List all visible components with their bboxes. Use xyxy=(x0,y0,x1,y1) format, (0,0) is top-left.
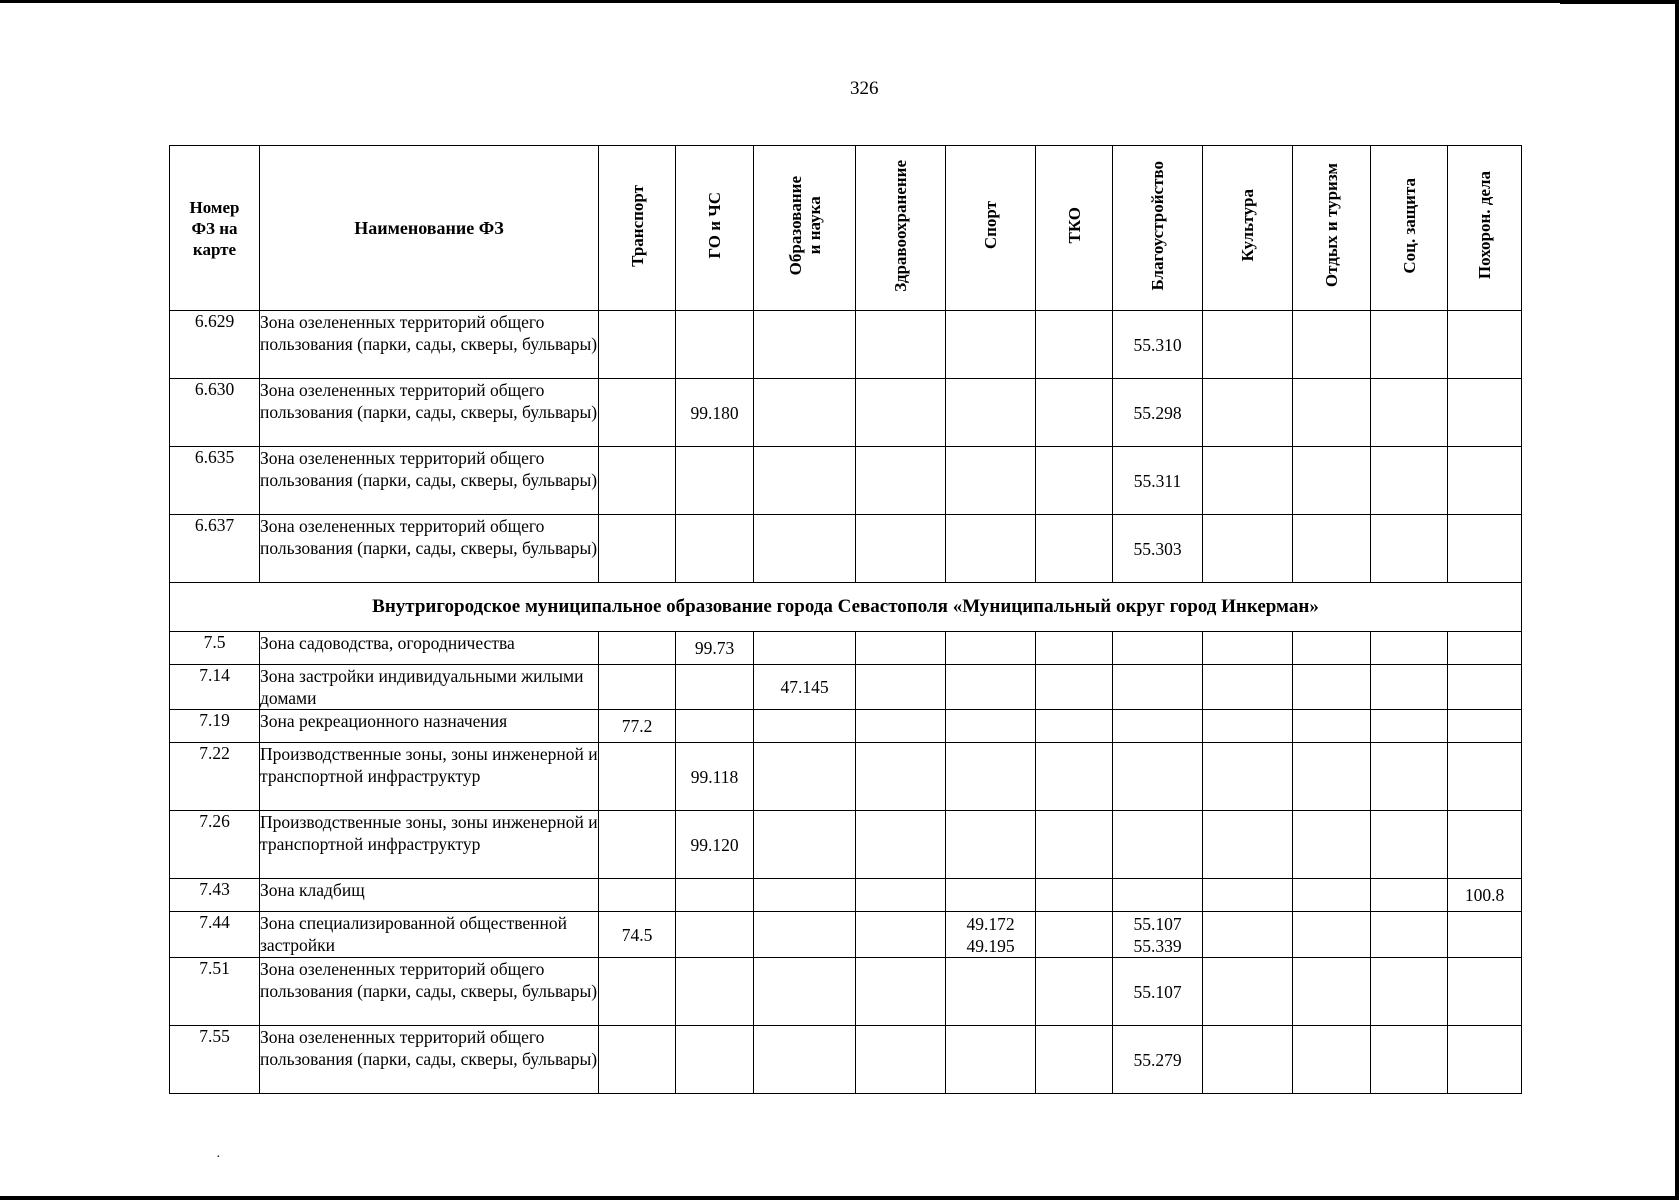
page-frame-right xyxy=(1675,0,1679,1200)
value-cell xyxy=(754,811,856,879)
value-cell xyxy=(754,379,856,447)
value-cell xyxy=(856,447,946,515)
zone-name: Зона специализированной общественной застройки xyxy=(260,912,599,958)
zone-number: 7.44 xyxy=(170,912,260,958)
value-cell: 49.172 49.195 xyxy=(946,912,1036,958)
value-cell xyxy=(946,665,1036,710)
value-cell xyxy=(1036,665,1113,710)
value-cell xyxy=(754,632,856,665)
value-cell xyxy=(1448,958,1522,1026)
zone-name: Зона озелененных территорий общего пользования (парки, сады, скверы, бульвары) xyxy=(260,515,599,583)
value-cell: 99.120 xyxy=(676,811,754,879)
value-cell xyxy=(754,515,856,583)
value-cell xyxy=(599,632,676,665)
zone-number: 7.5 xyxy=(170,632,260,665)
value-cell xyxy=(1371,311,1448,379)
header-sport: Спорт xyxy=(946,146,1036,311)
value-cell xyxy=(1036,912,1113,958)
header-waste: ТКО xyxy=(1036,146,1113,311)
zone-name: Зона озелененных территорий общего пользования (парки, сады, скверы, бульвары) xyxy=(260,311,599,379)
value-cell xyxy=(856,665,946,710)
value-cell: 55.310 xyxy=(1113,311,1203,379)
zone-number: 7.55 xyxy=(170,1026,260,1094)
value-cell xyxy=(1203,515,1293,583)
zone-number: 7.26 xyxy=(170,811,260,879)
value-cell xyxy=(946,632,1036,665)
value-cell xyxy=(946,743,1036,811)
value-cell xyxy=(1203,811,1293,879)
value-cell xyxy=(676,710,754,743)
zone-name: Зона застройки индивидуальными жилыми домами xyxy=(260,665,599,710)
header-education: Образование и наука xyxy=(754,146,856,311)
value-cell xyxy=(599,447,676,515)
value-cell xyxy=(1293,515,1371,583)
value-cell xyxy=(1371,743,1448,811)
header-social: Соц. защита xyxy=(1371,146,1448,311)
header-civil-defense: ГО и ЧС xyxy=(676,146,754,311)
header-number: Номер ФЗ на карте xyxy=(170,146,260,311)
header-recreation: Отдых и туризм xyxy=(1293,146,1371,311)
value-cell xyxy=(1203,632,1293,665)
value-cell xyxy=(1036,958,1113,1026)
value-cell xyxy=(1293,447,1371,515)
value-cell xyxy=(1448,665,1522,710)
table-row xyxy=(170,958,1522,1026)
value-cell xyxy=(1371,879,1448,912)
value-cell xyxy=(1293,958,1371,1026)
value-cell xyxy=(1203,665,1293,710)
page-frame-top-right xyxy=(1560,2,1679,4)
value-cell xyxy=(856,632,946,665)
value-cell xyxy=(1036,311,1113,379)
zone-number: 7.14 xyxy=(170,665,260,710)
header-healthcare: Здравоохранение xyxy=(856,146,946,311)
zone-name: Зона садоводства, огородничества xyxy=(260,632,599,665)
value-cell xyxy=(1036,811,1113,879)
zone-number: 6.635 xyxy=(170,447,260,515)
value-cell xyxy=(1448,447,1522,515)
value-cell xyxy=(1293,912,1371,958)
value-cell xyxy=(1371,811,1448,879)
value-cell xyxy=(1113,710,1203,743)
value-cell xyxy=(1371,379,1448,447)
table-row xyxy=(170,665,1522,710)
value-cell xyxy=(1203,958,1293,1026)
header-landscaping: Благоустройство xyxy=(1113,146,1203,311)
zones-table xyxy=(169,145,1522,1094)
value-cell xyxy=(1371,958,1448,1026)
value-cell: 74.5 xyxy=(599,912,676,958)
value-cell xyxy=(1203,912,1293,958)
value-cell xyxy=(1036,1026,1113,1094)
value-cell xyxy=(676,958,754,1026)
value-cell xyxy=(946,1026,1036,1094)
value-cell: 77.2 xyxy=(599,710,676,743)
value-cell xyxy=(1371,710,1448,743)
value-cell xyxy=(1448,515,1522,583)
value-cell xyxy=(856,912,946,958)
header-transport: Транспорт xyxy=(599,146,676,311)
value-cell xyxy=(599,515,676,583)
value-cell xyxy=(1448,743,1522,811)
value-cell xyxy=(1448,632,1522,665)
table-row xyxy=(170,811,1522,879)
value-cell xyxy=(1448,710,1522,743)
value-cell xyxy=(599,811,676,879)
value-cell xyxy=(1036,632,1113,665)
table-row xyxy=(170,311,1522,379)
value-cell xyxy=(754,1026,856,1094)
value-cell xyxy=(1371,665,1448,710)
value-cell xyxy=(754,743,856,811)
value-cell: 55.303 xyxy=(1113,515,1203,583)
value-cell: 55.107 55.339 xyxy=(1113,912,1203,958)
zone-name: Зона кладбищ xyxy=(260,879,599,912)
value-cell xyxy=(946,879,1036,912)
value-cell xyxy=(754,447,856,515)
value-cell xyxy=(1113,743,1203,811)
value-cell xyxy=(856,743,946,811)
table-row xyxy=(170,447,1522,515)
value-cell xyxy=(1293,632,1371,665)
value-cell xyxy=(1293,665,1371,710)
value-cell xyxy=(1371,632,1448,665)
value-cell: 55.311 xyxy=(1113,447,1203,515)
value-cell xyxy=(1203,743,1293,811)
page-frame-bottom xyxy=(0,1196,1679,1200)
table-row xyxy=(170,379,1522,447)
value-cell xyxy=(1293,710,1371,743)
table-row xyxy=(170,879,1522,912)
value-cell xyxy=(1371,447,1448,515)
table-row xyxy=(170,515,1522,583)
value-cell xyxy=(1448,912,1522,958)
table-header-row xyxy=(170,146,1522,311)
value-cell xyxy=(754,912,856,958)
value-cell xyxy=(676,515,754,583)
zone-name: Производственные зоны, зоны инженерной и транспортной инфраструктур xyxy=(260,743,599,811)
zone-name: Зона рекреационного назначения xyxy=(260,710,599,743)
value-cell xyxy=(1036,447,1113,515)
value-cell xyxy=(946,447,1036,515)
value-cell xyxy=(946,311,1036,379)
value-cell xyxy=(1203,710,1293,743)
value-cell xyxy=(676,1026,754,1094)
value-cell: 55.298 xyxy=(1113,379,1203,447)
value-cell xyxy=(1036,743,1113,811)
value-cell xyxy=(856,311,946,379)
value-cell xyxy=(946,710,1036,743)
value-cell xyxy=(599,879,676,912)
value-cell xyxy=(856,379,946,447)
value-cell xyxy=(676,879,754,912)
value-cell: 99.73 xyxy=(676,632,754,665)
zone-name: Зона озелененных территорий общего пользования (парки, сады, скверы, бульвары) xyxy=(260,447,599,515)
section-header-row xyxy=(170,583,1522,632)
scan-mark: · xyxy=(216,1150,221,1165)
value-cell: 100.8 xyxy=(1448,879,1522,912)
zone-name: Зона озелененных территорий общего пользования (парки, сады, скверы, бульвары) xyxy=(260,958,599,1026)
value-cell xyxy=(754,879,856,912)
zone-name: Производственные зоны, зоны инженерной и транспортной инфраструктур xyxy=(260,811,599,879)
value-cell: 99.180 xyxy=(676,379,754,447)
value-cell xyxy=(1203,379,1293,447)
page-frame-top xyxy=(0,0,1679,3)
value-cell xyxy=(1113,665,1203,710)
value-cell xyxy=(599,1026,676,1094)
zone-number: 7.19 xyxy=(170,710,260,743)
value-cell xyxy=(1036,879,1113,912)
value-cell xyxy=(1371,515,1448,583)
table-row xyxy=(170,710,1522,743)
value-cell xyxy=(1293,811,1371,879)
value-cell xyxy=(599,958,676,1026)
header-name: Наименование ФЗ xyxy=(260,146,599,311)
value-cell xyxy=(676,447,754,515)
value-cell xyxy=(1113,811,1203,879)
value-cell xyxy=(676,912,754,958)
value-cell xyxy=(1293,1026,1371,1094)
zone-name: Зона озелененных территорий общего пользования (парки, сады, скверы, бульвары) xyxy=(260,1026,599,1094)
value-cell xyxy=(1203,311,1293,379)
table-row xyxy=(170,632,1522,665)
value-cell xyxy=(946,958,1036,1026)
value-cell: 99.118 xyxy=(676,743,754,811)
zone-name: Зона озелененных территорий общего пользования (парки, сады, скверы, бульвары) xyxy=(260,379,599,447)
value-cell xyxy=(1036,379,1113,447)
value-cell xyxy=(1293,879,1371,912)
zone-number: 7.22 xyxy=(170,743,260,811)
header-culture: Культура xyxy=(1203,146,1293,311)
value-cell xyxy=(599,379,676,447)
value-cell xyxy=(1203,447,1293,515)
table-row xyxy=(170,743,1522,811)
zone-number: 6.630 xyxy=(170,379,260,447)
value-cell xyxy=(1113,632,1203,665)
value-cell xyxy=(599,311,676,379)
value-cell xyxy=(856,1026,946,1094)
value-cell xyxy=(599,743,676,811)
value-cell xyxy=(754,958,856,1026)
value-cell xyxy=(1371,912,1448,958)
zone-number: 6.637 xyxy=(170,515,260,583)
table-row xyxy=(170,1026,1522,1094)
value-cell xyxy=(1036,515,1113,583)
value-cell xyxy=(676,311,754,379)
value-cell: 55.107 xyxy=(1113,958,1203,1026)
value-cell xyxy=(946,379,1036,447)
value-cell xyxy=(599,665,676,710)
value-cell xyxy=(1293,743,1371,811)
zone-number: 7.43 xyxy=(170,879,260,912)
value-cell xyxy=(856,879,946,912)
value-cell xyxy=(1448,1026,1522,1094)
value-cell xyxy=(754,311,856,379)
header-funeral: Похорон. дела xyxy=(1448,146,1522,311)
zone-number: 6.629 xyxy=(170,311,260,379)
value-cell xyxy=(1448,811,1522,879)
value-cell xyxy=(676,665,754,710)
value-cell xyxy=(1448,311,1522,379)
value-cell xyxy=(754,710,856,743)
value-cell: 55.279 xyxy=(1113,1026,1203,1094)
value-cell xyxy=(856,515,946,583)
section-title: Внутригородское муниципальное образование города Севастополя «Муниципальный округ город Инкерман» xyxy=(170,583,1522,632)
value-cell xyxy=(1203,1026,1293,1094)
zone-number: 7.51 xyxy=(170,958,260,1026)
value-cell xyxy=(856,811,946,879)
value-cell xyxy=(1113,879,1203,912)
value-cell xyxy=(1293,379,1371,447)
value-cell xyxy=(856,958,946,1026)
value-cell xyxy=(1371,1026,1448,1094)
value-cell xyxy=(946,515,1036,583)
value-cell xyxy=(856,710,946,743)
page-number: 326 xyxy=(850,78,879,99)
value-cell xyxy=(946,811,1036,879)
value-cell xyxy=(1036,710,1113,743)
value-cell: 47.145 xyxy=(754,665,856,710)
value-cell xyxy=(1203,879,1293,912)
value-cell xyxy=(1293,311,1371,379)
table-row xyxy=(170,912,1522,958)
value-cell xyxy=(1448,379,1522,447)
